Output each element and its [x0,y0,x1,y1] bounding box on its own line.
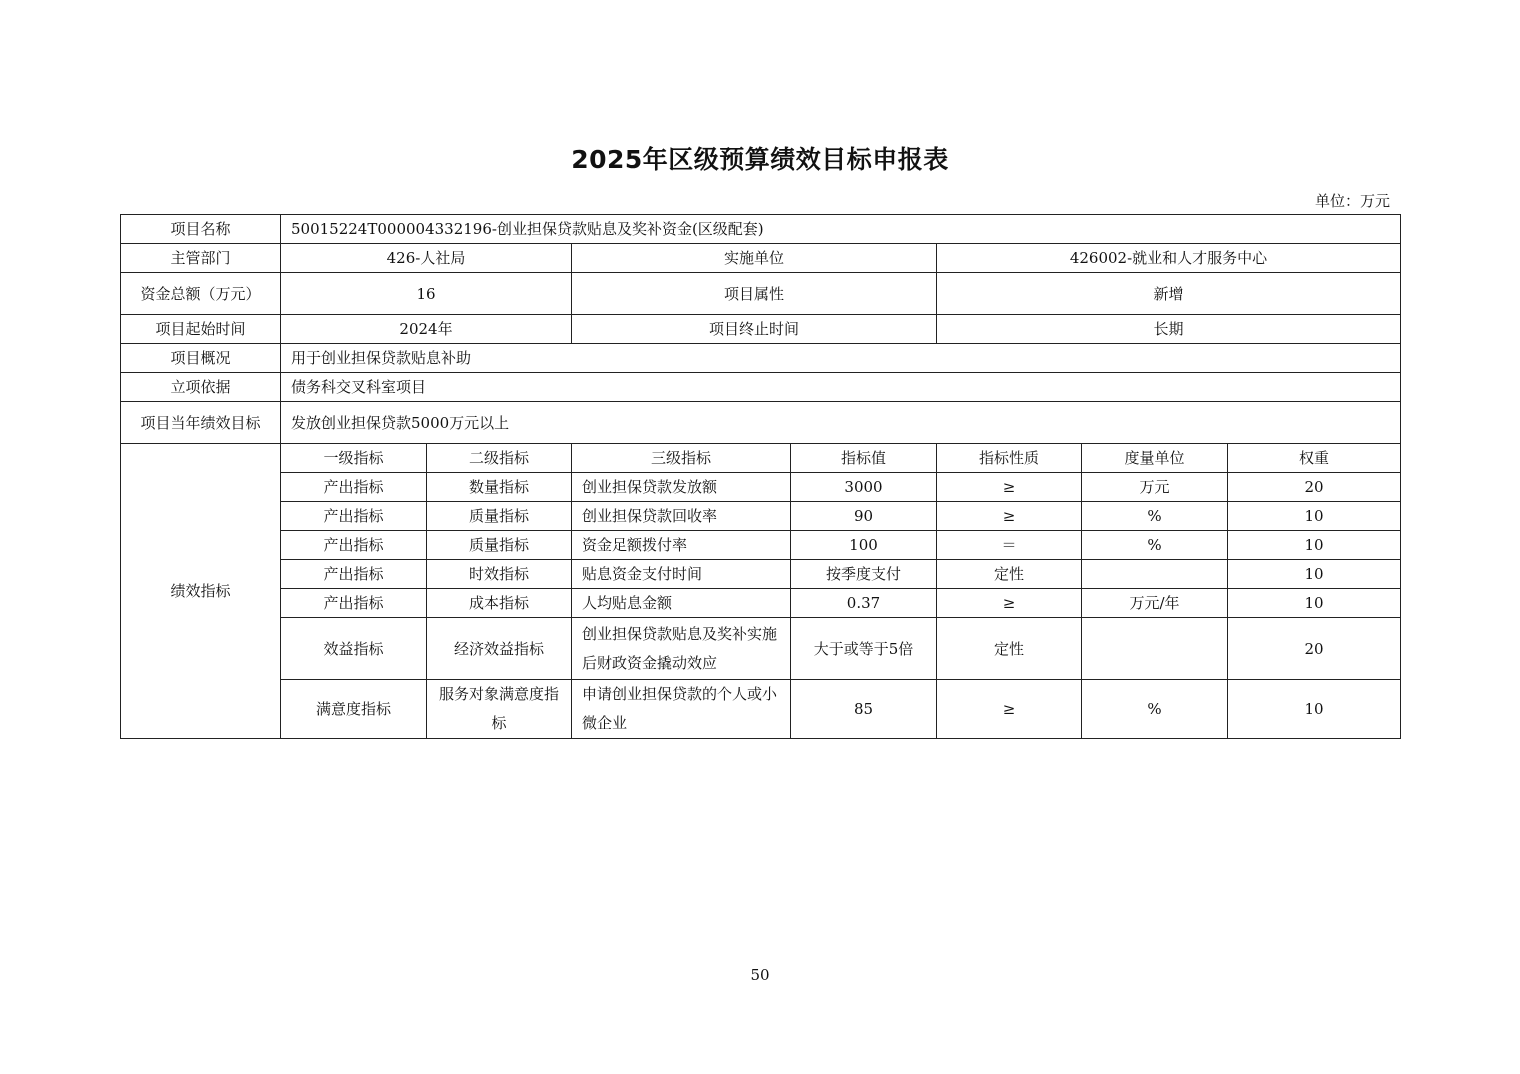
indicator-header-row [121,444,1401,473]
level2-cell: 数量指标 [427,473,572,502]
indicator-row [121,560,1401,589]
level2-cell: 质量指标 [427,531,572,560]
indicator-row [121,618,1401,680]
level1-cell: 产出指标 [281,473,427,502]
row-period [121,315,1401,344]
row-dept [121,244,1401,273]
column-header: 一级指标 [281,444,427,473]
nature-cell: ＝ [937,531,1082,560]
row-goal [121,402,1401,444]
label-cell: 项目起始时间 [121,315,281,344]
budget-performance-table [120,214,1401,739]
indicator-row [121,680,1401,739]
label-cell: 项目终止时间 [572,315,937,344]
indicator-row [121,589,1401,618]
level1-cell: 产出指标 [281,502,427,531]
value-cell: 85 [791,680,937,739]
column-header: 三级指标 [572,444,791,473]
unit-cell: 万元/年 [1082,589,1228,618]
basis-value: 债务科交叉科室项目 [281,373,1401,402]
value-cell: 100 [791,531,937,560]
start-value: 2024年 [281,315,572,344]
level2-cell: 经济效益指标 [427,618,572,680]
document-title: 2025年区级预算绩效目标申报表 [571,145,949,174]
label-cell: 主管部门 [121,244,281,273]
level3-cell: 人均贴息金额 [572,589,791,618]
nature-cell: 定性 [937,560,1082,589]
attr-value: 新增 [937,273,1401,315]
level2-cell: 成本指标 [427,589,572,618]
level1-cell: 产出指标 [281,560,427,589]
level1-cell: 产出指标 [281,531,427,560]
column-header: 指标值 [791,444,937,473]
nature-cell: ≥ [937,680,1082,739]
level2-cell: 时效指标 [427,560,572,589]
level3-cell: 创业担保贷款发放额 [572,473,791,502]
row-basis [121,373,1401,402]
label-cell: 资金总额（万元） [121,273,281,315]
level1-cell: 产出指标 [281,589,427,618]
label-cell: 实施单位 [572,244,937,273]
value-cell: 按季度支付 [791,560,937,589]
nature-cell: 定性 [937,618,1082,680]
indicator-row [121,473,1401,502]
row-overview [121,344,1401,373]
unit-cell: % [1082,680,1228,739]
weight-cell: 20 [1228,473,1401,502]
weight-cell: 10 [1228,502,1401,531]
value-cell: 大于或等于5倍 [791,618,937,680]
end-value: 长期 [937,315,1401,344]
value-cell: 0.37 [791,589,937,618]
weight-cell: 10 [1228,589,1401,618]
nature-cell: ≥ [937,473,1082,502]
label-cell: 立项依据 [121,373,281,402]
indicator-row [121,531,1401,560]
overview-value: 用于创业担保贷款贴息补助 [281,344,1401,373]
unit-label: 单位：万元 [1314,192,1390,210]
label-cell: 项目属性 [572,273,937,315]
label-cell: 项目概况 [121,344,281,373]
level3-cell: 申请创业担保贷款的个人或小微企业 [572,680,791,739]
nature-cell: ≥ [937,502,1082,531]
label-cell: 项目当年绩效目标 [121,402,281,444]
column-header: 度量单位 [1082,444,1228,473]
unit-cell [1082,618,1228,680]
unit-cell [1082,560,1228,589]
label-cell: 项目名称 [121,215,281,244]
weight-cell: 10 [1228,560,1401,589]
row-amount [121,273,1401,315]
goal-value: 发放创业担保贷款5000万元以上 [281,402,1401,444]
unit-cell: 万元 [1082,473,1228,502]
amount-value: 16 [281,273,572,315]
indicator-row [121,502,1401,531]
column-header: 二级指标 [427,444,572,473]
page-number: 50 [750,966,770,984]
nature-cell: ≥ [937,589,1082,618]
dept-value: 426-人社局 [281,244,572,273]
impl-value: 426002-就业和人才服务中心 [937,244,1401,273]
level1-cell: 满意度指标 [281,680,427,739]
value-cell: 3000 [791,473,937,502]
unit-cell: % [1082,531,1228,560]
weight-cell: 10 [1228,531,1401,560]
project-name-value: 50015224T000004332196-创业担保贷款贴息及奖补资金(区级配套) [281,215,1401,244]
level3-cell: 创业担保贷款贴息及奖补实施后财政资金撬动效应 [572,618,791,680]
weight-cell: 20 [1228,618,1401,680]
column-header: 权重 [1228,444,1401,473]
level1-cell: 效益指标 [281,618,427,680]
level3-cell: 创业担保贷款回收率 [572,502,791,531]
level2-cell: 质量指标 [427,502,572,531]
level3-cell: 贴息资金支付时间 [572,560,791,589]
column-header: 指标性质 [937,444,1082,473]
unit-cell: % [1082,502,1228,531]
level3-cell: 资金足额拨付率 [572,531,791,560]
value-cell: 90 [791,502,937,531]
indicators-section-label: 绩效指标 [121,444,281,739]
level2-cell: 服务对象满意度指标 [427,680,572,739]
weight-cell: 10 [1228,680,1401,739]
row-project-name [121,215,1401,244]
